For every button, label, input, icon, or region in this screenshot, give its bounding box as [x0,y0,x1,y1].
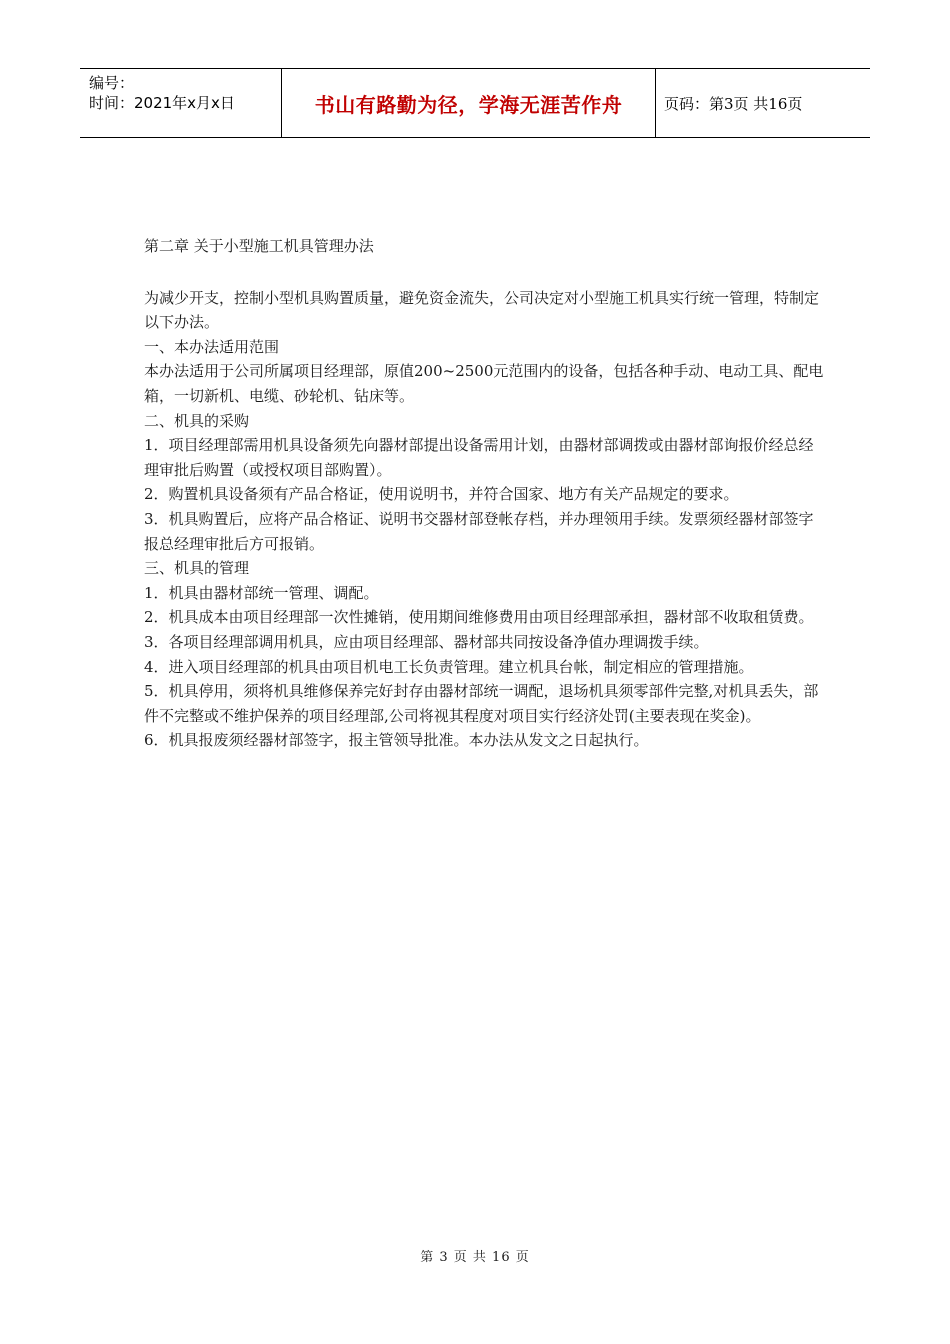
section-heading: 一、本办法适用范围 [144,337,280,356]
header-motto-cell [281,69,656,137]
document-number-label: 编号： [89,74,135,92]
footer-page-number: 第 3 页 共 16 页 [420,1250,530,1265]
header-motto: 书山有路勤为径，学海无涯苦作舟 [314,92,623,117]
list-item: 2．机具成本由项目经理部一次性摊销，使用期间维修费用由项目经理部承担，器材部不收取租赁费。 [144,608,814,627]
list-item: 6．机具报废须经器材部签字，报主管领导批准。本办法从发文之日起执行。 [144,731,649,750]
list-item: 3．各项目经理部调用机具，应由项目经理部、器材部共同按设备净值办理调拨手续。 [144,632,709,651]
page-header [80,68,870,138]
list-item: 1．机具由器材部统一管理、调配。 [144,583,379,602]
list-item: 5．机具停用，须将机具维修保养完好封存由器材部统一调配，退场机具须零部件完整,对机具丢失，部件不完整或不维护保养的项目经理部,公司将视其程度对项目实行经济处罚(主要表现在奖金)。 [144,682,819,725]
header-page-number: 页码：第3页 共16页 [664,94,803,113]
document-date: 时间：2021年x月x日 [89,94,235,112]
section-heading: 二、机具的采购 [144,411,250,430]
list-item: 4．进入项目经理部的机具由项目机电工长负责管理。建立机具台帐，制定相应的管理措施。 [144,657,754,676]
paragraph: 本办法适用于公司所属项目经理部，原值200~2500元范围内的设备，包括各种手动、电动工具、配电箱，一切新机、电缆、砂轮机、钻床等。 [144,362,824,405]
list-item: 2．购置机具设备须有产品合格证，使用说明书，并符合国家、地方有关产品规定的要求。 [144,485,739,504]
chapter-title: 第二章 关于小型施工机具管理办法 [144,237,374,255]
paragraph: 为减少开支，控制小型机具购置质量，避免资金流失，公司决定对小型施工机具实行统一管理，特制定以下办法。 [144,288,820,332]
list-item: 3．机具购置后，应将产品合格证、说明书交器材部登帐存档，并办理领用手续。发票须经器材部签字报总经理审批后方可报销。 [144,509,814,553]
page-footer [0,1246,950,1265]
section-heading: 三、机具的管理 [144,559,250,578]
header-meta [80,69,281,137]
document-body [144,234,824,753]
list-item: 1．项目经理部需用机具设备须先向器材部提出设备需用计划，由器材部调拨或由器材部询报价经总经理审批后购置（或授权项目部购置）。 [144,436,814,479]
header-page-cell [656,69,870,137]
